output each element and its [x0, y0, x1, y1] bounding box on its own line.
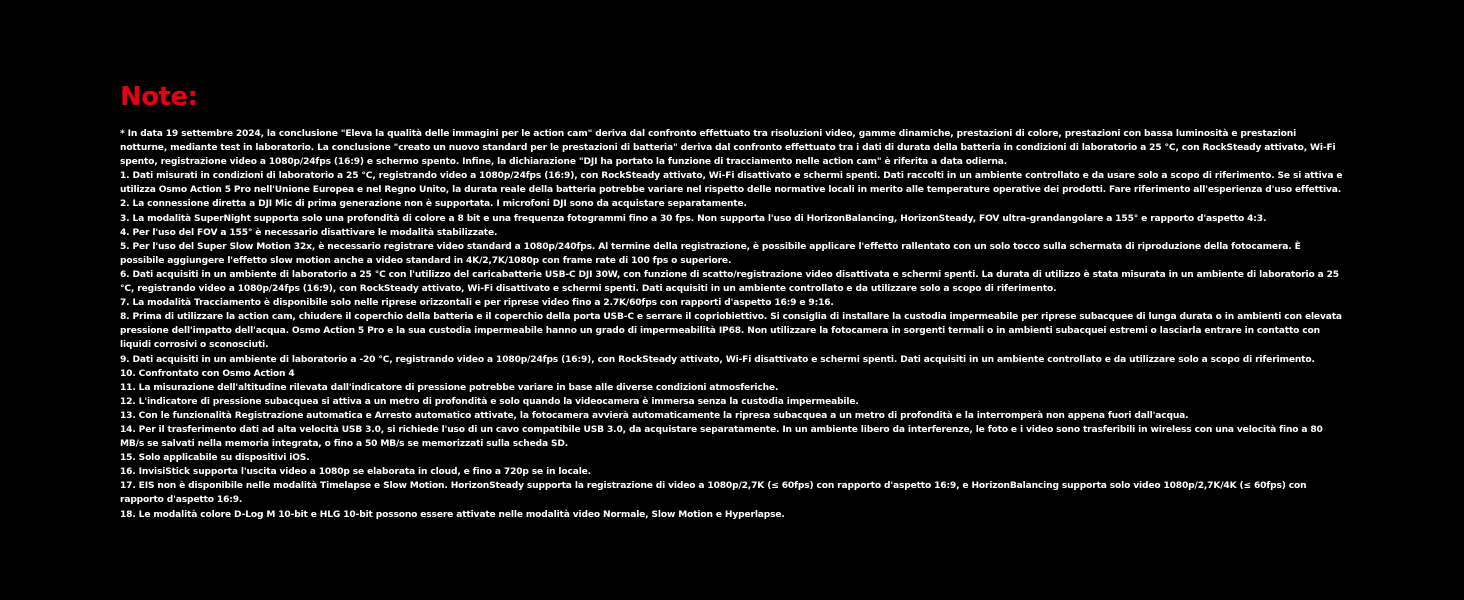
note-item: 11. La misurazione dell'altitudine rilevata dall'indicatore di pressione potrebbe variare in base alle diverse condizioni atmosferiche.	[120, 382, 779, 393]
notes-list	[120, 127, 1346, 522]
note-item: 4. Per l'uso del FOV a 155° è necessario disattivare le modalità stabilizzate.	[120, 227, 498, 238]
note-item: 17. EIS non è disponibile nelle modalità Timelapse e Slow Motion. HorizonSteady supporta la registrazione di video a 1080p/2,7K (≤ 60fps) con rapporto d'aspetto 16:9, e HorizonBalancing supporta solo video 1080p/2,7K/4K (≤ 60fps) con rapporto d'aspetto 16:9.	[120, 481, 1307, 506]
note-item: 15. Solo applicabile su dispositivi iOS.	[120, 453, 310, 464]
notes-title: Note:	[120, 82, 198, 112]
note-item: 14. Per il trasferimento dati ad alta velocità USB 3.0, si richiede l'uso di un cavo compatibile USB 3.0, da acquistare separatamente. In un ambiente libero da interferenze, le foto e i video sono trasferibili in wireless con una velocità fino a 80 MB/s se salvati nella memoria integrata, o fino a 50 MB/s se memorizzati sulla scheda SD.	[120, 424, 1323, 450]
note-item: 7. La modalità Tracciamento è disponibile solo nelle riprese orizzontali e per riprese video fino a 2.7K/60fps con rapporti d'aspetto 16:9 e 9:16.	[120, 298, 834, 309]
note-item: 8. Prima di utilizzare la action cam, chiudere il coperchio della batteria e il coperchio della porta USB-C e serrare il copriobiettivo. Si consiglia di installare la custodia impermeabile per riprese subacquee di lunga durata o in ambienti con elevata pressione dell'impatto dell'acqua. Osmo Action 5 Pro e la sua custodia impermeabile hanno un grado di impermeabilità IP68. Non utilizzare la fotocamera in sorgenti termali o in ambienti subacquei estremi o lasciarla entrare in contatto con liquidi corrosivi o sconosciuti.	[120, 312, 1342, 351]
note-item: 1. Dati misurati in condizioni di laboratorio a 25 °C, registrando video a 1080p/24fps (16:9), con RockSteady attivato, Wi-Fi disattivato e schermi spenti. Dati raccolti in un ambiente controllato e da usare solo a scopo di riferimento. Se si attiva e utilizza Osmo Action 5 Pro nell'Unione Europea e nel Regno Unito, la durata reale della batteria potrebbe variare nel rispetto delle normative locali in merito alle temperature operative dei prodotti. Fare riferimento all'esperienza d'uso effettiva.	[120, 171, 1343, 196]
note-item: 12. L'indicatore di pressione subacquea si attiva a un metro di profondità e solo quando la videocamera è immersa senza la custodia impermeabile.	[120, 396, 859, 407]
note-item: 16. InvisiStick supporta l'uscita video a 1080p se elaborata in cloud, e fino a 720p se in locale.	[120, 467, 591, 478]
note-item: 13. Con le funzionalità Registrazione automatica e Arresto automatico attivate, la fotocamera avvierà automaticamente la ripresa subacquea a un metro di profondità e la interromperà non appena fuori dall'acqua.	[120, 410, 1189, 421]
note-item: 3. La modalità SuperNight supporta solo una profondità di colore a 8 bit e una frequenza fotogrammi fino a 30 fps. Non supporta l'uso di HorizonBalancing, HorizonSteady, FOV ultra-grandangolare a 155° e rapporto d'aspetto 4:3.	[120, 213, 1267, 224]
note-item: 6. Dati acquisiti in un ambiente di laboratorio a 25 °C con l'utilizzo del caricabatterie USB-C DJI 30W, con funzione di scatto/registrazione video disattivata e schermi spenti. La durata di utilizzo è stata misurata in un ambiente di laboratorio a 25 °C, registrando video a 1080p/24fps (16:9), con RockSteady attivato, Wi-Fi disattivato e schermi spenti. Dati acquisiti in un ambiente controllato e da utilizzare solo a scopo di riferimento.	[120, 269, 1339, 295]
note-intro: * In data 19 settembre 2024, la conclusione "Eleva la qualità delle immagini per le action cam" deriva dal confronto effettuato tra risoluzioni video, gamme dinamiche, prestazioni di colore, prestazioni con bassa luminosità e prestazioni notturne, mediante test in laboratorio. La conclusione "creato un nuovo standard per le prestazioni di batteria" deriva dal confronto effettuato tra i dati di durata della batteria in condizioni di laboratorio a 25 °C, con RockSteady attivato, Wi-Fi spento, registrazione video a 1080p/24fps (16:9) e schermo spento. Infine, la dichiarazione "DJI ha portato la funzione di tracciamento nelle action cam" è riferita a data odierna.	[120, 129, 1336, 168]
note-item: 18. Le modalità colore D-Log M 10-bit e HLG 10-bit possono essere attivate nelle modalità video Normale, Slow Motion e Hyperlapse.	[120, 509, 785, 520]
note-item: 10. Confrontato con Osmo Action 4	[120, 368, 295, 379]
note-item: 9. Dati acquisiti in un ambiente di laboratorio a -20 °C, registrando video a 1080p/24fps (16:9), con RockSteady attivato, Wi-Fi disattivato e schermi spenti. Dati acquisiti in un ambiente controllato e da utilizzare solo a scopo di riferimento.	[120, 354, 1315, 365]
note-item: 5. Per l'uso del Super Slow Motion 32x, è necessario registrare video standard a 1080p/240fps. Al termine della registrazione, è possibile applicare l'effetto rallentato con un solo tocco sulla schermata di riproduzione della fotocamera. È possibile aggiungere l'effetto slow motion anche a video standard in 4K/2,7K/1080p con frame rate di 100 fps o superiore.	[120, 241, 1301, 266]
note-item: 2. La connessione diretta a DJI Mic di prima generazione non è supportata. I microfoni DJI sono da acquistare separatamente.	[120, 199, 747, 210]
notes-section	[120, 80, 1346, 522]
